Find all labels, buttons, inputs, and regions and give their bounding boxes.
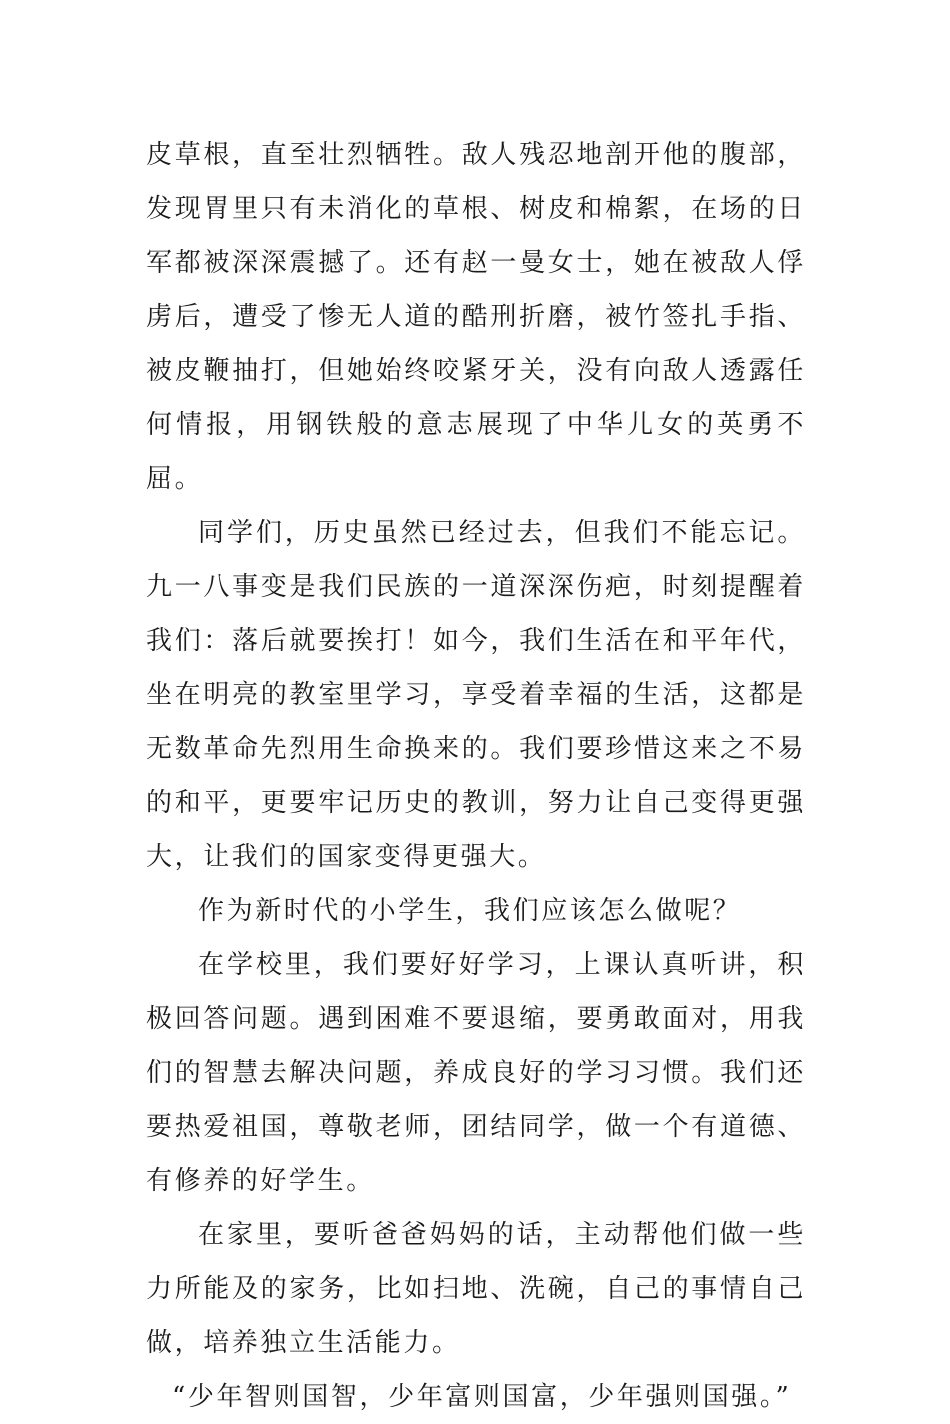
document-body (146, 128, 806, 1424)
paragraph-question: 作为新时代的小学生，我们应该怎么做呢？ (198, 896, 742, 926)
paragraph-quote: “少年智则国智，少年富则国富，少年强则国强。” (172, 1382, 792, 1412)
paragraph-history-lesson: 同学们，历史虽然已经过去，但我们不能忘记。九一八事变是我们民族的一道深深伤疤，时刻提醒着我们：落后就要挨打！如今，我们生活在和平年代，坐在明亮的教室里学习，享受着幸福的生活，这都是无数革命先烈用生命换来的。我们要珍惜这来之不易的和平，更要牢记历史的教训，努力让自己变得更强大，让我们的国家变得更强大。 (146, 518, 806, 872)
paragraph-at-home: 在家里，要听爸爸妈妈的话，主动帮他们做一些力所能及的家务，比如扫地、洗碗，自己的事情自己做，培养独立生活能力。 (146, 1220, 806, 1358)
paragraph-continuation: 皮草根，直至壮烈牺牲。敌人残忍地剖开他的腹部，发现胃里只有未消化的草根、树皮和棉絮，在场的日军都被深深震撼了。还有赵一曼女士，她在被敌人俘虏后，遭受了惨无人道的酷刑折磨，被竹签扎手指、被皮鞭抽打，但她始终咬紧牙关，没有向敌人透露任何情报，用钢铁般的意志展现了中华儿女的英勇不屈。 (146, 140, 806, 494)
paragraph-at-school: 在学校里，我们要好好学习，上课认真听讲，积极回答问题。遇到困难不要退缩，要勇敢面对，用我们的智慧去解决问题，养成良好的学习习惯。我们还要热爱祖国，尊敬老师，团结同学，做一个有道德、有修养的好学生。 (146, 950, 806, 1196)
